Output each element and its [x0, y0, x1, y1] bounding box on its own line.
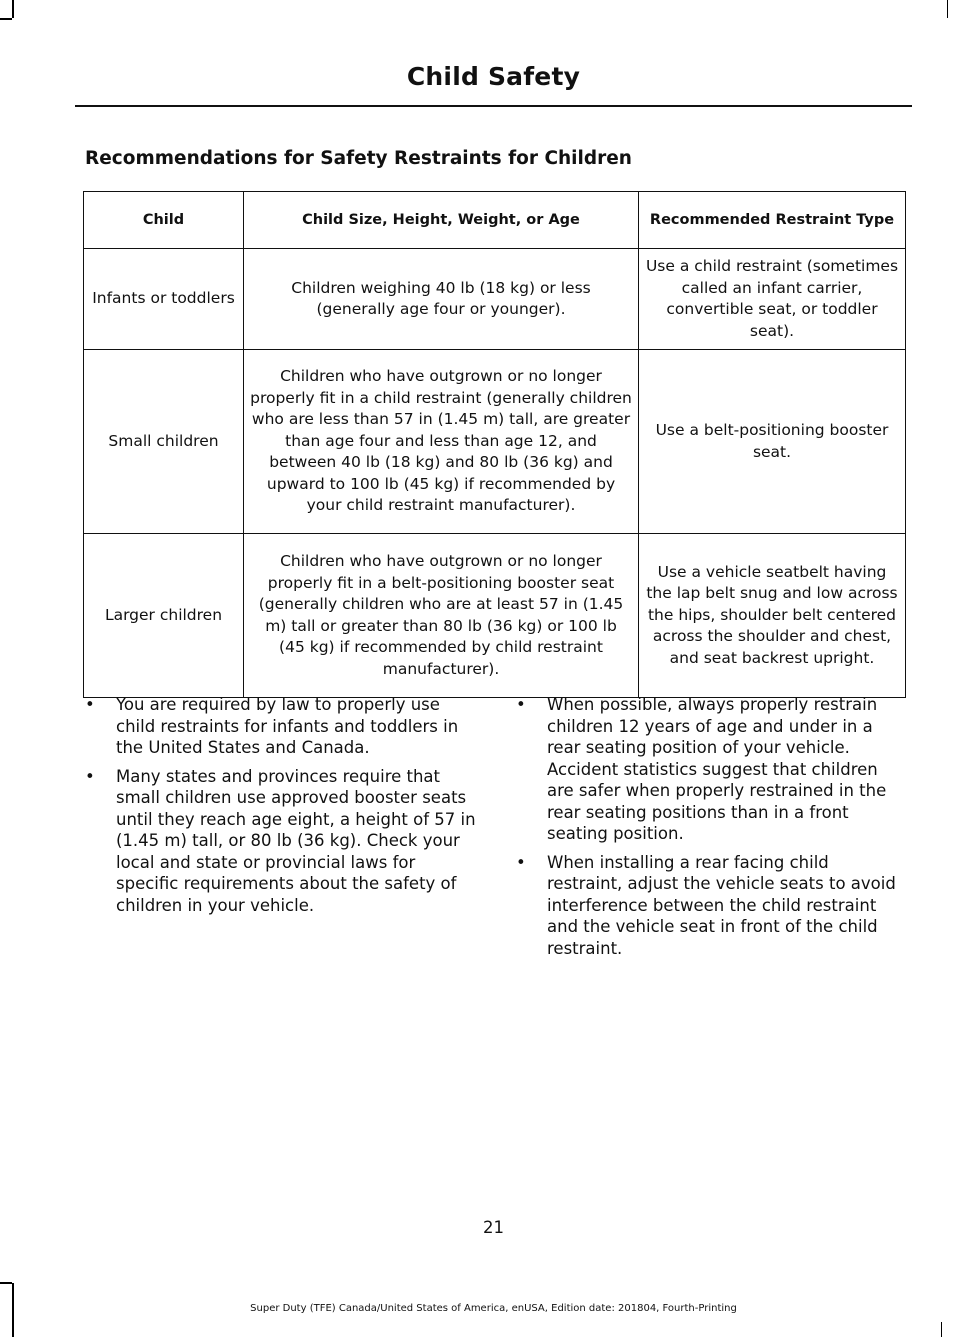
crop-mark	[0, 1282, 12, 1284]
crop-mark	[947, 0, 949, 18]
cell-restraint-type: Use a belt-positioning booster seat.	[639, 350, 906, 534]
crop-mark	[941, 1322, 943, 1337]
bullet-icon: •	[516, 852, 526, 872]
section-title: Recommendations for Safety Restraints for Children	[85, 148, 632, 169]
cell-size: Children who have outgrown or no longer properly fit in a belt-positioning booster seat (generally children who are at least 57 in (1.45 m) tall or greater than 80 lb (36 kg) or 100 lb (45 kg) if recommended by child restraint manufacturer).	[244, 534, 639, 698]
header-rule	[75, 105, 912, 107]
table-row	[84, 534, 906, 698]
cell-size: Children who have outgrown or no longer properly fit in a child restraint (generally children who are less than 57 in (1.45 m) tall, are greater than age four and less than age 12, and between 40 lb (18 kg) and 80 lb (36 kg) and upward to 100 lb (45 kg) if recommended by your child restraint manufacturer).	[244, 350, 639, 534]
list-item	[514, 852, 909, 960]
page-number: 21	[483, 1218, 504, 1237]
cell-child: Larger children	[84, 534, 244, 698]
table-row	[84, 249, 906, 350]
table-header-row	[84, 192, 906, 249]
bullet-icon: •	[85, 766, 95, 786]
list-item	[83, 766, 478, 917]
cell-restraint-type: Use a vehicle seatbelt having the lap belt snug and low across the hips, shoulder belt centered across the shoulder and chest, and seat backrest upright.	[639, 534, 906, 698]
list-item	[83, 694, 478, 759]
crop-mark	[0, 18, 12, 20]
cell-child: Infants or toddlers	[84, 249, 244, 350]
crop-mark	[12, 0, 14, 18]
bullet-icon: •	[85, 695, 95, 714]
table-row	[84, 350, 906, 534]
header-child: Child	[84, 192, 244, 249]
bullet-text: When installing a rear facing child restraint, adjust the vehicle seats to avoid interference between the child restraint and the vehicle seat in front of the child restraint.	[547, 852, 896, 958]
bullet-text: You are required by law to properly use child restraints for infants and toddlers in the United States and Canada.	[116, 695, 459, 757]
bullet-list-right	[514, 694, 909, 966]
bullet-text: Many states and provinces require that small children use approved booster seats until they reach age eight, a height of 57 in (1.45 m) tall, or 80 lb (36 kg). Check your local and state or provincial laws for specific requirements about the safety of children in your vehicle.	[116, 766, 476, 915]
list-item	[514, 694, 909, 845]
cell-size: Children weighing 40 lb (18 kg) or less (generally age four or younger).	[244, 249, 639, 350]
header-restraint-type: Recommended Restraint Type	[639, 192, 906, 249]
footer-edition-info: Super Duty (TFE) Canada/United States of America, enUSA, Edition date: 201804, Fourth-Printing	[250, 1303, 737, 1314]
bullet-list-left	[83, 694, 478, 923]
crop-mark	[12, 1283, 14, 1337]
bullet-icon: •	[516, 695, 526, 714]
cell-child: Small children	[84, 350, 244, 534]
header-size: Child Size, Height, Weight, or Age	[244, 192, 639, 249]
bullet-text: When possible, always properly restrain children 12 years of age and under in a rear seating position of your vehicle. Accident statistics suggest that children are safer when properly restrained in the rear seating positions than in a front seating position.	[547, 695, 887, 843]
restraint-recommendations-table	[83, 191, 906, 698]
cell-restraint-type: Use a child restraint (sometimes called an infant carrier, convertible seat, or toddler seat).	[639, 249, 906, 350]
page-header: Child Safety	[406, 62, 581, 91]
